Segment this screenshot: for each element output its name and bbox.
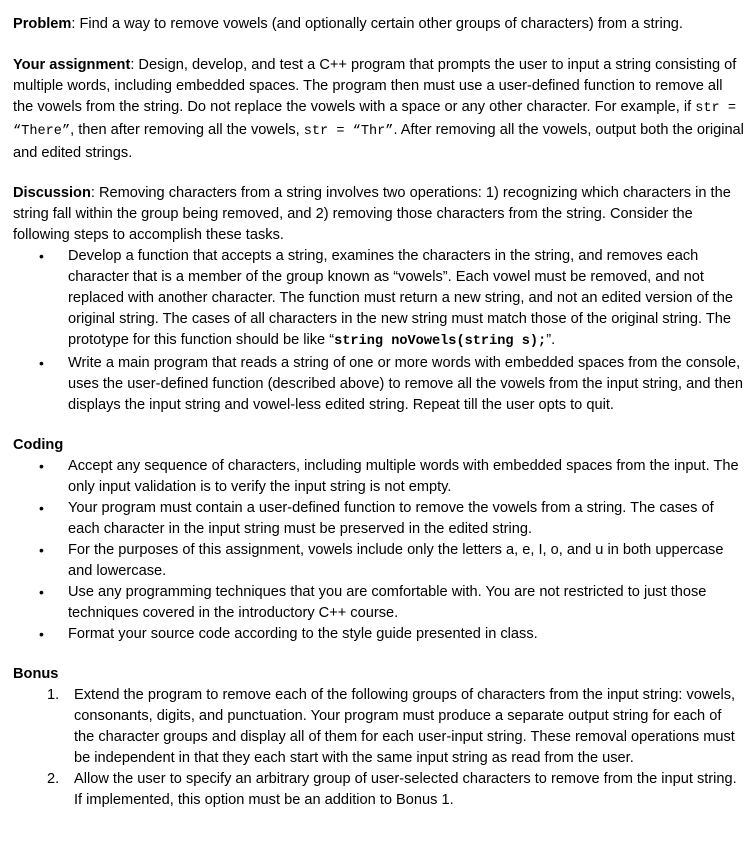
bonus-item-text: Allow the user to specify an arbitrary group of user-selected characters to remove from the input string. If implemented, this option must be an addition to Bonus 1. <box>74 771 737 808</box>
function-prototype-code: string noVowels(string s); <box>334 333 547 349</box>
list-item <box>13 769 745 811</box>
assignment-paragraph <box>13 55 745 164</box>
assignment-label: Your assignment <box>13 56 131 73</box>
list-item <box>13 246 745 353</box>
assignment-text-1: : Design, develop, and test a C++ program that prompts the user to input a string consisting of multiple words, including embedded spaces. The program then must use a user-defined function to remove all the vowels from the string. Do not replace the vowels with a space or any other character. For example, if <box>13 56 737 115</box>
document-page <box>0 14 753 861</box>
list-item <box>13 624 745 645</box>
bonus-heading: Bonus <box>13 666 59 683</box>
list-item <box>13 540 745 582</box>
assignment-code-1: str = “There” <box>13 100 736 139</box>
bullet-icon: • <box>39 625 44 642</box>
coding-heading: Coding <box>13 437 64 454</box>
coding-item-text: Format your source code according to the style guide presented in class. <box>68 625 538 642</box>
assignment-text-3: . After removing all the vowels, output both the original and edited strings. <box>13 121 744 161</box>
discussion-label: Discussion <box>13 185 91 202</box>
bullet-icon: • <box>39 541 44 558</box>
list-item <box>13 685 745 769</box>
assignment-text-2: , then after removing all the vowels, <box>70 121 304 138</box>
problem-label: Problem <box>13 16 72 32</box>
coding-item-text: Your program must contain a user-defined function to remove the vowels from a string. The cases of each character in the input string must be preserved in the edited string. <box>68 500 714 538</box>
bonus-list <box>13 685 745 810</box>
discussion-text: : Removing characters from a string involves two operations: 1) recognizing which characters in the string fall within the group being removed, and 2) removing those characters from the string. Consider the following steps to accomplish these tasks. <box>13 185 731 244</box>
bonus-item-text: Extend the program to remove each of the following groups of characters from the input string: vowels, consonants, digits, and punctuation. Your program must produce a separate output string for each of the character groups and display all of them for each user-input string. These removal operations must be independent in that they each start with the same input string as read from the user. <box>74 687 736 767</box>
coding-list <box>13 456 745 644</box>
discussion-item-2-text: Write a main program that reads a string of one or more words with embedded spaces from the console, uses the user-defined function (described above) to remove all the vowels from the input string, and then displays the input string and vowel-less edited string. Repeat till the user opts to quit. <box>68 354 743 413</box>
list-item <box>13 498 745 540</box>
bullet-icon: • <box>39 583 44 600</box>
coding-item-text: Use any programming techniques that you are comfortable with. You are not restricted to just those techniques covered in the introductory C++ course. <box>68 583 707 621</box>
bonus-item-number: 2. <box>47 771 60 787</box>
bullet-icon: • <box>39 248 44 265</box>
discussion-list <box>13 246 745 415</box>
coding-item-text: For the purposes of this assignment, vowels include only the letters a, e, I, o, and u in both uppercase and lowercase. <box>68 541 724 579</box>
problem-text: : Find a way to remove vowels (and optionally certain other groups of characters) from a string. <box>71 16 683 32</box>
discussion-item-1-text: Develop a function that accepts a string, examines the characters in the string, and removes each character that is a member of the group known as “vowels”. Each vowel must be removed, and not replaced with another character. The function must return a new string, and not an edited version of the original string. The cases of all characters in the new string must match those of the original string. The prototype for this function should be like “ <box>68 248 733 348</box>
assignment-code-2: str = “Thr” <box>303 123 394 139</box>
bullet-icon: • <box>39 354 44 371</box>
bullet-icon: • <box>39 458 44 475</box>
discussion-item-1-end: ”. <box>546 331 556 348</box>
list-item <box>13 582 745 624</box>
discussion-paragraph <box>13 183 745 246</box>
bullet-icon: • <box>39 500 44 517</box>
problem-paragraph <box>13 14 745 35</box>
list-item <box>13 456 745 498</box>
list-item <box>13 353 745 416</box>
bonus-item-number: 1. <box>47 687 60 704</box>
coding-item-text: Accept any sequence of characters, including multiple words with embedded spaces from the input. The only input validation is to verify the input string is not empty. <box>68 458 739 496</box>
